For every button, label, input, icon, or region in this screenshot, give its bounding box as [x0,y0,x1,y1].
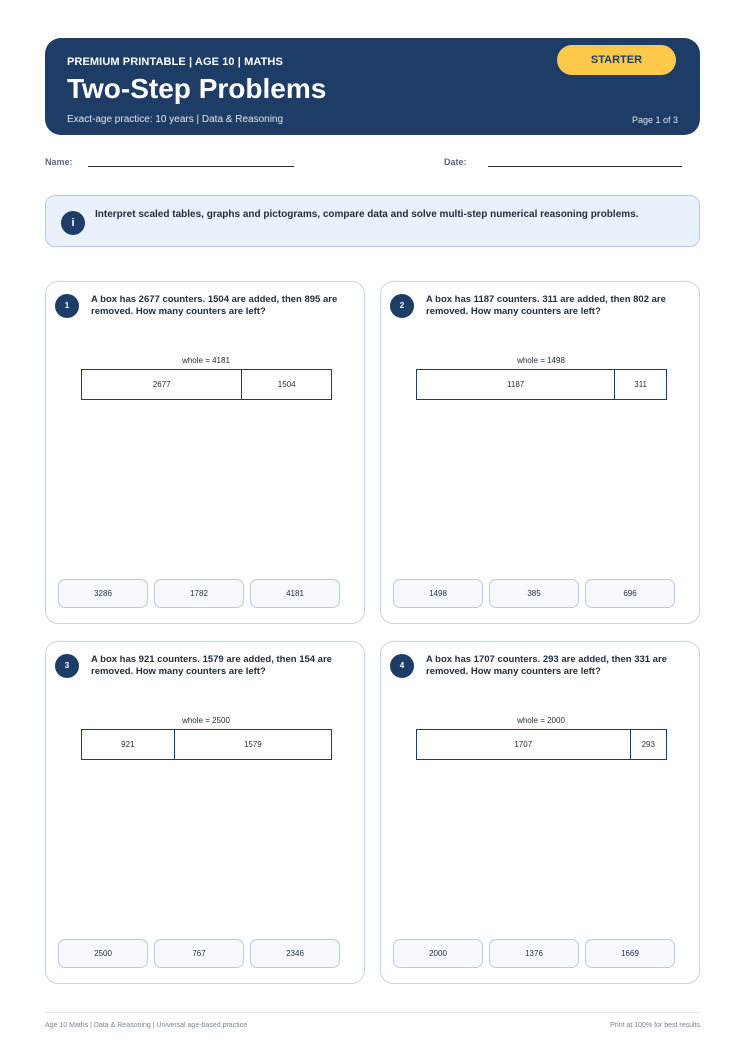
bar-model-whole-label: whole = 1498 [517,356,565,365]
answer-option[interactable]: 1782 [154,579,244,608]
name-line[interactable] [88,166,294,167]
question-text: A box has 1187 counters. 311 are added, then 802 are removed. How many counters are left? [426,294,666,317]
answer-option[interactable]: 2500 [58,939,148,968]
bar-model [81,369,332,400]
problem-card [45,641,365,984]
bar-segment: 1579 [174,730,331,759]
date-line[interactable] [488,166,682,167]
bar-model [81,729,332,760]
answer-option[interactable]: 1498 [393,579,483,608]
question-number: 2 [390,294,414,318]
question-text: A box has 1707 counters. 293 are added, then 331 are removed. How many counters are left? [426,654,667,677]
bar-model [416,729,667,760]
problem-card [45,281,365,624]
page-title: Two-Step Problems [67,73,327,104]
instructions-box [45,195,700,247]
bar-segment: 311 [614,370,666,399]
bar-segment: 1504 [241,370,331,399]
answer-option[interactable]: 2000 [393,939,483,968]
answer-option[interactable]: 696 [585,579,675,608]
question-text: A box has 921 counters. 1579 are added, then 154 are removed. How many counters are left? [91,654,332,677]
answer-option[interactable]: 1669 [585,939,675,968]
problem-card [380,641,700,984]
page-indicator: Page 1 of 3 [631,115,678,125]
question-number: 3 [55,654,79,678]
question-text: A box has 2677 counters. 1504 are added, then 895 are removed. How many counters are left? [91,294,338,317]
level-badge: STARTER [557,45,676,75]
answer-option[interactable]: 2346 [250,939,340,968]
bar-segment: 921 [121,740,135,749]
answer-option[interactable]: 3286 [58,579,148,608]
header-kicker: PREMIUM PRINTABLE | AGE 10 | MATHS [67,56,283,68]
footer-text: Age 10 Maths | Data & Reasoning | Universal age-based practice [45,1022,248,1029]
bar-segment: 1707 [514,740,533,749]
date-label: Date: [444,157,467,167]
header-subtitle: Exact-age practice: 10 years | Data & Reasoning [67,114,284,125]
problem-card [380,281,700,624]
answer-option[interactable]: 1376 [489,939,579,968]
instructions-text: Interpret scaled tables, graphs and pictograms, compare data and solve multi-step numerical reasoning problems. [95,209,639,220]
bar-segment: 2677 [152,380,171,389]
bar-model [416,369,667,400]
footer-print-note: Print at 100% for best results [610,1022,700,1029]
footer-divider [45,1012,700,1013]
worksheet-header [45,38,700,135]
bar-model-whole-label: whole = 2000 [517,716,565,725]
bar-segment: 1187 [507,380,525,389]
bar-model-whole-label: whole = 4181 [182,356,230,365]
name-label: Name: [45,157,73,167]
info-icon: i [61,211,85,235]
bar-segment: 293 [630,730,666,759]
answer-option[interactable]: 4181 [250,579,340,608]
bar-model-whole-label: whole = 2500 [182,716,230,725]
answer-option[interactable]: 767 [154,939,244,968]
question-number: 4 [390,654,414,678]
question-number: 1 [55,294,79,318]
answer-option[interactable]: 385 [489,579,579,608]
